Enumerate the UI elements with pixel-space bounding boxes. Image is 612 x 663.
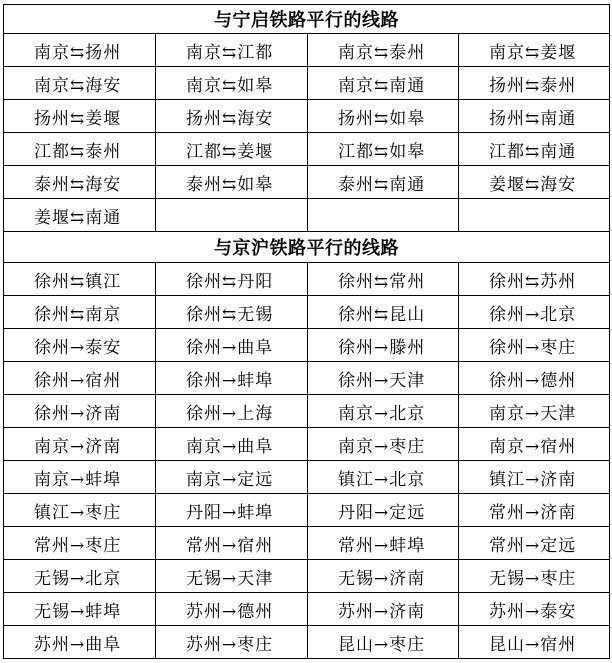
route-cell: 泰州⇆如皋 <box>156 166 308 199</box>
table-row <box>4 494 610 527</box>
route-cell: 镇江→济南 <box>459 461 610 494</box>
route-cell: 南京→济南 <box>4 428 156 461</box>
route-cell: 徐州→枣庄 <box>459 329 610 362</box>
route-cell: 常州→枣庄 <box>4 527 156 560</box>
route-cell: 徐州⇆南京 <box>4 296 156 329</box>
table-row <box>4 133 610 166</box>
section-title: 与京沪铁路平行的线路 <box>4 232 610 263</box>
route-cell: 姜堰⇆南通 <box>4 199 156 232</box>
route-cell: 苏州→泰安 <box>459 593 610 626</box>
route-cell: 苏州→济南 <box>308 593 459 626</box>
route-cell: 徐州⇆丹阳 <box>156 263 308 296</box>
route-cell: 扬州⇆海安 <box>156 100 308 133</box>
table-row <box>4 100 610 133</box>
route-cell: 江都⇆姜堰 <box>156 133 308 166</box>
table-row <box>4 560 610 593</box>
table-row <box>4 527 610 560</box>
route-cell: 常州→定远 <box>459 527 610 560</box>
route-cell: 无锡→天津 <box>156 560 308 593</box>
route-cell: 昆山→枣庄 <box>308 626 459 659</box>
table-row <box>4 166 610 199</box>
table-row <box>4 34 610 67</box>
table-row <box>4 593 610 626</box>
route-cell: 江都⇆如皋 <box>308 133 459 166</box>
route-cell: 扬州⇆姜堰 <box>4 100 156 133</box>
route-cell: 丹阳→定远 <box>308 494 459 527</box>
table-row <box>4 199 610 232</box>
table-row <box>4 329 610 362</box>
route-cell: 南京⇆如皋 <box>156 67 308 100</box>
section-header-ningqi <box>4 5 610 34</box>
route-cell: 无锡→北京 <box>4 560 156 593</box>
route-cell: 徐州⇆镇江 <box>4 263 156 296</box>
route-cell: 南京⇆扬州 <box>4 34 156 67</box>
route-cell: 徐州⇆苏州 <box>459 263 610 296</box>
empty-cell <box>156 199 308 232</box>
route-cell: 南京→蚌埠 <box>4 461 156 494</box>
route-cell: 泰州⇆海安 <box>4 166 156 199</box>
route-cell: 镇江→枣庄 <box>4 494 156 527</box>
table-row <box>4 395 610 428</box>
route-cell: 常州→蚌埠 <box>308 527 459 560</box>
route-cell: 徐州⇆昆山 <box>308 296 459 329</box>
parallel-routes-table <box>3 4 610 659</box>
route-cell: 姜堰⇆海安 <box>459 166 610 199</box>
table-row <box>4 67 610 100</box>
route-cell: 南京→枣庄 <box>308 428 459 461</box>
route-cell: 徐州→曲阜 <box>156 329 308 362</box>
route-cell: 常州→济南 <box>459 494 610 527</box>
table-row <box>4 428 610 461</box>
route-cell: 无锡→蚌埠 <box>4 593 156 626</box>
route-cell: 镇江→北京 <box>308 461 459 494</box>
route-cell: 南京⇆姜堰 <box>459 34 610 67</box>
route-cell: 无锡→济南 <box>308 560 459 593</box>
route-cell: 丹阳→蚌埠 <box>156 494 308 527</box>
route-cell: 南京⇆海安 <box>4 67 156 100</box>
route-cell: 徐州→济南 <box>4 395 156 428</box>
route-cell: 南京→北京 <box>308 395 459 428</box>
route-cell: 徐州⇆无锡 <box>156 296 308 329</box>
route-cell: 常州→宿州 <box>156 527 308 560</box>
route-cell: 苏州→枣庄 <box>156 626 308 659</box>
route-cell: 南京→天津 <box>459 395 610 428</box>
route-cell: 苏州→德州 <box>156 593 308 626</box>
route-cell: 扬州⇆南通 <box>459 100 610 133</box>
route-cell: 徐州→德州 <box>459 362 610 395</box>
section-header-jinghu <box>4 232 610 263</box>
route-cell: 徐州→上海 <box>156 395 308 428</box>
route-cell: 扬州⇆如皋 <box>308 100 459 133</box>
table-row <box>4 461 610 494</box>
route-cell: 南京⇆南通 <box>308 67 459 100</box>
table-row <box>4 263 610 296</box>
route-cell: 江都⇆泰州 <box>4 133 156 166</box>
route-cell: 南京⇆泰州 <box>308 34 459 67</box>
route-cell: 徐州→天津 <box>308 362 459 395</box>
table-row <box>4 362 610 395</box>
empty-cell <box>308 199 459 232</box>
table-row <box>4 296 610 329</box>
route-cell: 徐州→蚌埠 <box>156 362 308 395</box>
route-cell: 徐州→滕州 <box>308 329 459 362</box>
route-cell: 徐州⇆常州 <box>308 263 459 296</box>
route-cell: 苏州→曲阜 <box>4 626 156 659</box>
route-cell: 昆山→宿州 <box>459 626 610 659</box>
route-cell: 南京⇆江都 <box>156 34 308 67</box>
route-cell: 南京→曲阜 <box>156 428 308 461</box>
route-cell: 徐州→宿州 <box>4 362 156 395</box>
route-cell: 泰州⇆南通 <box>308 166 459 199</box>
empty-cell <box>459 199 610 232</box>
route-cell: 江都⇆南通 <box>459 133 610 166</box>
route-cell: 南京→宿州 <box>459 428 610 461</box>
route-cell: 无锡→枣庄 <box>459 560 610 593</box>
section-title: 与宁启铁路平行的线路 <box>4 5 610 34</box>
route-cell: 徐州→北京 <box>459 296 610 329</box>
route-cell: 扬州⇆泰州 <box>459 67 610 100</box>
table-row <box>4 626 610 659</box>
route-cell: 徐州→泰安 <box>4 329 156 362</box>
route-cell: 南京→定远 <box>156 461 308 494</box>
